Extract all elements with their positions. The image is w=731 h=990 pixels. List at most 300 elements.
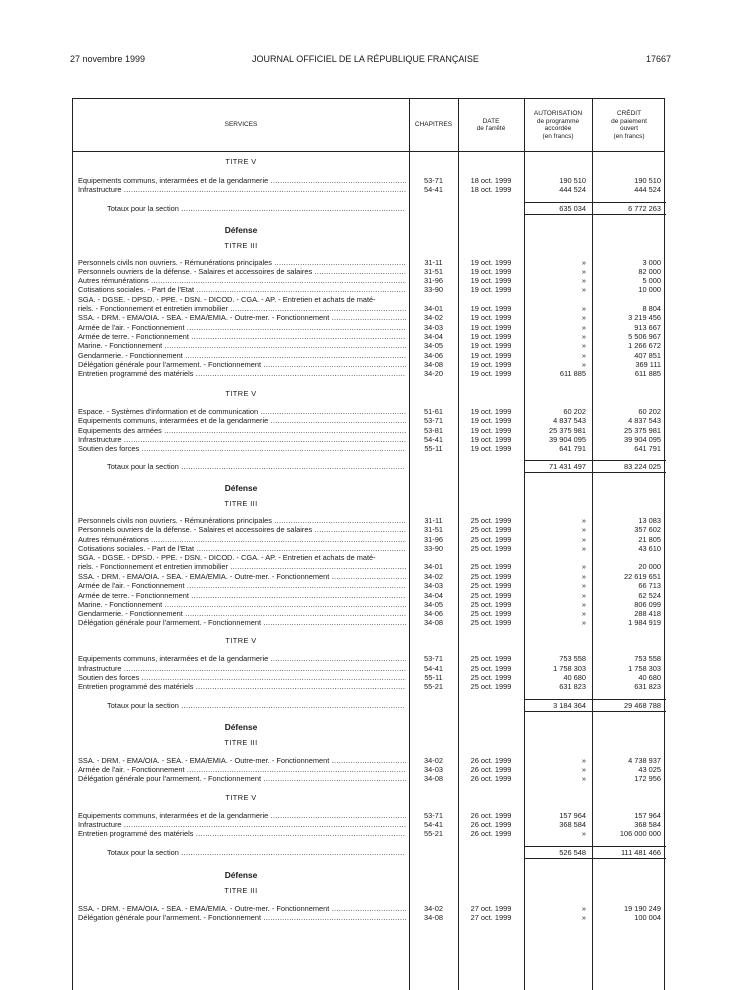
titre-label: TITRE V	[225, 793, 257, 802]
chapitre-cell: 34-06	[424, 351, 443, 360]
table-row	[73, 351, 666, 360]
autorisation-cell: »	[581, 913, 586, 922]
table-row	[73, 829, 666, 838]
table-row	[73, 609, 666, 618]
credit-cell: 19 190 249	[624, 904, 661, 913]
table-row	[73, 416, 666, 425]
table-row	[73, 313, 666, 322]
date-cell: 25 oct. 1999	[470, 562, 512, 571]
autorisation-cell: 1 758 303	[553, 664, 586, 673]
totals-label: Totaux pour la section .....	[107, 848, 405, 857]
col-header-services: SERVICES	[224, 121, 258, 129]
service-label: Personnels civils non ouvriers. - Rémunérations principales .....	[78, 516, 406, 525]
date-cell: 25 oct. 1999	[470, 654, 512, 663]
totals-label: Totaux pour la section .....	[107, 462, 405, 471]
autorisation-cell: »	[581, 562, 586, 571]
date-cell: 25 oct. 1999	[470, 572, 512, 581]
date-cell: 19 oct. 1999	[470, 426, 512, 435]
autorisation-cell: »	[581, 267, 586, 276]
autorisation-cell: »	[581, 351, 586, 360]
table-row	[73, 535, 666, 544]
journal-title: JOURNAL OFFICIEL DE LA RÉPUBLIQUE FRANÇAISE	[252, 54, 479, 64]
chapitre-cell: 34-02	[424, 572, 443, 581]
table-row	[73, 664, 666, 673]
credit-cell: 106 000 000	[619, 829, 661, 838]
credit-cell: 1 984 919	[628, 618, 661, 627]
chapitre-cell: 34-01	[424, 562, 443, 571]
credit-cell: 631 823	[634, 682, 661, 691]
service-label: Infrastructure .....	[78, 435, 406, 444]
service-label: Délégation générale pour l'armement. - Fonctionnement .....	[78, 774, 406, 783]
credit-cell: 39 904 095	[624, 435, 661, 444]
titre-heading	[73, 389, 666, 398]
total-credit-cell: 6 772 263	[628, 204, 661, 213]
credit-cell: 4 738 937	[628, 756, 661, 765]
autorisation-cell: »	[581, 600, 586, 609]
service-label: Equipements communs, interarmées et de la gendarmerie .....	[78, 416, 406, 425]
chapitre-cell: 34-04	[424, 591, 443, 600]
table-row	[73, 267, 666, 276]
col-header-credit: CRÉDIT de paiement ouvert (en francs)	[611, 110, 647, 140]
autorisation-cell: 39 904 095	[549, 435, 586, 444]
service-label: Entretien programmé des matériels .....	[78, 682, 406, 691]
credit-cell: 641 791	[634, 444, 661, 453]
table-row	[73, 176, 666, 185]
table-row	[73, 581, 666, 590]
date-cell: 19 oct. 1999	[470, 276, 512, 285]
date-cell: 19 oct. 1999	[470, 360, 512, 369]
autorisation-cell: 444 524	[559, 185, 586, 194]
service-label: Autres rémunérations .....	[78, 535, 406, 544]
totals-label: Totaux pour la section .....	[107, 204, 405, 213]
date-cell: 18 oct. 1999	[470, 185, 512, 194]
date-cell: 26 oct. 1999	[470, 820, 512, 829]
service-label: SSA. - DRM. - EMA/OIA. - SEA. - EMA/EMIA. - Outre-mer. - Fonctionnement .....	[78, 904, 406, 913]
table-row	[73, 618, 666, 627]
service-label: Entretien programmé des matériels .....	[78, 369, 406, 378]
section-heading	[73, 484, 666, 493]
service-label: Infrastructure .....	[78, 664, 406, 673]
table-row	[73, 820, 666, 829]
credit-cell: 157 964	[634, 811, 661, 820]
table-row	[73, 544, 666, 553]
chapitre-cell: 55-21	[424, 682, 443, 691]
ministry-name: Défense	[224, 225, 258, 235]
autorisation-cell: »	[581, 285, 586, 294]
date-cell: 25 oct. 1999	[470, 544, 512, 553]
ministry-name: Défense	[224, 483, 258, 493]
ministry-name: Défense	[224, 722, 258, 732]
service-label: Armée de l'air. - Fonctionnement .....	[78, 323, 406, 332]
totals-row	[73, 701, 666, 710]
table-row	[73, 285, 666, 294]
autorisation-cell: 368 584	[559, 820, 586, 829]
credit-cell: 13 083	[638, 516, 661, 525]
credit-cell: 3 000	[642, 258, 661, 267]
service-label: Armée de terre. - Fonctionnement .....	[78, 332, 406, 341]
table-row	[73, 572, 666, 581]
titre-heading	[73, 241, 666, 250]
page-number: 17667	[645, 54, 671, 64]
col-header-date: DATE de l'arrêté	[476, 117, 506, 132]
chapitre-cell: 31-51	[424, 525, 443, 534]
date-cell: 18 oct. 1999	[470, 176, 512, 185]
table-row	[73, 591, 666, 600]
service-label: SGA. - DGSE. - DPSD. - PPE. - DSN. - DICOD. - CGA. - AP. - Entretien et achats de maté-	[78, 553, 376, 562]
chapitre-cell: 55-21	[424, 829, 443, 838]
date-cell: 27 oct. 1999	[470, 904, 512, 913]
table-row	[73, 811, 666, 820]
table-row	[73, 913, 666, 922]
credit-cell: 8 804	[642, 304, 661, 313]
credit-cell: 172 956	[634, 774, 661, 783]
table-row	[73, 756, 666, 765]
autorisation-cell: »	[581, 525, 586, 534]
credit-cell: 288 418	[634, 609, 661, 618]
autorisation-cell: 641 791	[559, 444, 586, 453]
chapitre-cell: 34-08	[424, 618, 443, 627]
autorisation-cell: »	[581, 258, 586, 267]
autorisation-cell: »	[581, 609, 586, 618]
service-label: Infrastructure .....	[78, 820, 406, 829]
table-row	[73, 360, 666, 369]
autorisation-cell: »	[581, 360, 586, 369]
credit-cell: 5 506 967	[628, 332, 661, 341]
table-row	[73, 444, 666, 453]
date-cell: 25 oct. 1999	[470, 516, 512, 525]
autorisation-cell: »	[581, 774, 586, 783]
date-cell: 26 oct. 1999	[470, 829, 512, 838]
table-row	[73, 276, 666, 285]
chapitre-cell: 53-71	[424, 811, 443, 820]
chapitre-cell: 34-02	[424, 904, 443, 913]
date-cell: 25 oct. 1999	[470, 591, 512, 600]
titre-heading	[73, 793, 666, 802]
credit-cell: 21 805	[638, 535, 661, 544]
date-cell: 19 oct. 1999	[470, 304, 512, 313]
autorisation-cell: »	[581, 618, 586, 627]
chapitre-cell: 54-41	[424, 185, 443, 194]
table-row	[73, 407, 666, 416]
titre-label: TITRE V	[225, 157, 257, 166]
autorisation-cell: »	[581, 544, 586, 553]
autorisation-cell: »	[581, 591, 586, 600]
table-row	[73, 295, 666, 304]
credit-cell: 100 004	[634, 913, 661, 922]
autorisation-cell: »	[581, 572, 586, 581]
titre-heading	[73, 157, 666, 166]
table-row	[73, 904, 666, 913]
service-label: Equipements communs, interarmées et de la gendarmerie .....	[78, 176, 406, 185]
chapitre-cell: 31-11	[424, 516, 443, 525]
autorisation-cell: »	[581, 276, 586, 285]
total-credit-cell: 111 481 466	[620, 848, 661, 857]
autorisation-cell: »	[581, 756, 586, 765]
chapitre-cell: 31-11	[424, 258, 443, 267]
service-label: Marine. - Fonctionnement .....	[78, 600, 406, 609]
chapitre-cell: 53-71	[424, 176, 443, 185]
date-cell: 19 oct. 1999	[470, 285, 512, 294]
service-label: SSA. - DRM. - EMA/OIA. - SEA. - EMA/EMIA. - Outre-mer. - Fonctionnement .....	[78, 313, 406, 322]
titre-label: TITRE III	[224, 738, 258, 747]
service-label: Armée de l'air. - Fonctionnement .....	[78, 765, 406, 774]
table-row	[73, 673, 666, 682]
chapitre-cell: 34-08	[424, 774, 443, 783]
credit-cell: 190 510	[634, 176, 661, 185]
service-label: Armée de l'air. - Fonctionnement .....	[78, 581, 406, 590]
autorisation-cell: 60 202	[563, 407, 586, 416]
service-label: Marine. - Fonctionnement .....	[78, 341, 406, 350]
date-cell: 26 oct. 1999	[470, 765, 512, 774]
service-label: Délégation générale pour l'armement. - Fonctionnement .....	[78, 360, 406, 369]
chapitre-cell: 34-02	[424, 313, 443, 322]
service-label: Gendarmerie. - Fonctionnement .....	[78, 609, 406, 618]
service-label: Délégation générale pour l'armement. - Fonctionnement .....	[78, 618, 406, 627]
autorisation-cell: »	[581, 904, 586, 913]
ministry-name: Défense	[224, 870, 258, 880]
credit-cell: 806 099	[634, 600, 661, 609]
service-label: Personnels ouvriers de la défense. - Salaires et accessoires de salaires .....	[78, 267, 406, 276]
service-label: Soutien des forces .....	[78, 444, 406, 453]
total-autorisation-cell: 3 184 364	[553, 701, 586, 710]
chapitre-cell: 34-03	[424, 765, 443, 774]
credit-cell: 40 680	[638, 673, 661, 682]
titre-label: TITRE V	[225, 636, 257, 645]
credit-cell: 611 885	[634, 369, 661, 378]
titre-label: TITRE III	[224, 241, 258, 250]
chapitre-cell: 31-51	[424, 267, 443, 276]
credit-cell: 369 111	[635, 360, 661, 369]
autorisation-cell: »	[581, 516, 586, 525]
total-credit-cell: 83 224 025	[624, 462, 661, 471]
chapitre-cell: 34-01	[424, 304, 443, 313]
date-cell: 19 oct. 1999	[470, 332, 512, 341]
service-label: SSA. - DRM. - EMA/OIA. - SEA. - EMA/EMIA. - Outre-mer. - Fonctionnement .....	[78, 756, 406, 765]
service-label: Délégation générale pour l'armement. - Fonctionnement .....	[78, 913, 406, 922]
chapitre-cell: 54-41	[424, 664, 443, 673]
table-row	[73, 323, 666, 332]
autorisation-cell: 631 823	[559, 682, 586, 691]
service-label: Equipements communs, interarmées et de la gendarmerie .....	[78, 811, 406, 820]
service-label: Cotisations sociales. - Part de l'Etat .....	[78, 544, 406, 553]
date-cell: 19 oct. 1999	[470, 258, 512, 267]
credit-cell: 25 375 981	[624, 426, 661, 435]
section-heading	[73, 871, 666, 880]
date-cell: 19 oct. 1999	[470, 407, 512, 416]
date-cell: 25 oct. 1999	[470, 600, 512, 609]
header-rule	[73, 151, 664, 152]
date-cell: 25 oct. 1999	[470, 664, 512, 673]
chapitre-cell: 34-02	[424, 756, 443, 765]
date-cell: 19 oct. 1999	[470, 435, 512, 444]
date-cell: 19 oct. 1999	[470, 267, 512, 276]
date-cell: 26 oct. 1999	[470, 774, 512, 783]
table-row	[73, 525, 666, 534]
chapitre-cell: 34-20	[424, 369, 443, 378]
table-row	[73, 553, 666, 562]
table-row	[73, 304, 666, 313]
total-autorisation-cell: 526 548	[559, 848, 586, 857]
autorisation-cell: 611 885	[559, 369, 586, 378]
date-cell: 25 oct. 1999	[470, 581, 512, 590]
date-cell: 26 oct. 1999	[470, 756, 512, 765]
autorisation-cell: 25 375 981	[549, 426, 586, 435]
service-label: Gendarmerie. - Fonctionnement .....	[78, 351, 406, 360]
chapitre-cell: 51-61	[424, 407, 443, 416]
chapitre-cell: 34-08	[424, 913, 443, 922]
credit-cell: 3 219 456	[628, 313, 661, 322]
chapitre-cell: 34-03	[424, 581, 443, 590]
totals-row	[73, 204, 666, 213]
service-label: SGA. - DGSE. - DPSD. - PPE. - DSN. - DICOD. - CGA. - AP. - Entretien et achats de maté-	[78, 295, 376, 304]
chapitre-cell: 33-90	[424, 285, 443, 294]
autorisation-cell: »	[581, 765, 586, 774]
service-label: Personnels civils non ouvriers. - Rémunérations principales .....	[78, 258, 406, 267]
autorisation-cell: 190 510	[559, 176, 586, 185]
credit-cell: 1 758 303	[628, 664, 661, 673]
date-cell: 25 oct. 1999	[470, 525, 512, 534]
autorisation-cell: »	[581, 323, 586, 332]
chapitre-cell: 34-04	[424, 332, 443, 341]
credit-cell: 444 524	[634, 185, 661, 194]
col-header-autorisation: AUTORISATION de programme accordée (en francs)	[533, 110, 583, 140]
date-cell: 19 oct. 1999	[470, 341, 512, 350]
chapitre-cell: 34-03	[424, 323, 443, 332]
service-label: Soutien des forces .....	[78, 673, 406, 682]
table-row	[73, 341, 666, 350]
titre-label: TITRE V	[225, 389, 257, 398]
date-cell: 25 oct. 1999	[470, 682, 512, 691]
date-cell: 19 oct. 1999	[470, 444, 512, 453]
date-cell: 19 oct. 1999	[470, 313, 512, 322]
table-row	[73, 332, 666, 341]
service-label: Infrastructure .....	[78, 185, 406, 194]
date-cell: 19 oct. 1999	[470, 351, 512, 360]
credit-cell: 43 025	[638, 765, 661, 774]
credit-cell: 913 667	[634, 323, 661, 332]
service-label: Equipements des armées .....	[78, 426, 406, 435]
credit-cell: 368 584	[634, 820, 661, 829]
autorisation-cell: »	[581, 313, 586, 322]
chapitre-cell: 55-11	[424, 673, 443, 682]
date-cell: 19 oct. 1999	[470, 323, 512, 332]
autorisation-cell: »	[581, 332, 586, 341]
titre-label: TITRE III	[224, 499, 258, 508]
totals-row	[73, 462, 666, 471]
table-row	[73, 765, 666, 774]
date-cell: 19 oct. 1999	[470, 416, 512, 425]
credit-cell: 66 713	[638, 581, 661, 590]
credit-cell: 60 202	[638, 407, 661, 416]
autorisation-cell: 753 558	[559, 654, 586, 663]
titre-heading	[73, 886, 666, 895]
titre-heading	[73, 738, 666, 747]
credit-cell: 753 558	[634, 654, 661, 663]
autorisation-cell: »	[581, 829, 586, 838]
autorisation-cell: »	[581, 581, 586, 590]
service-label: Armée de terre. - Fonctionnement .....	[78, 591, 406, 600]
chapitre-cell: 34-08	[424, 360, 443, 369]
table-row	[73, 426, 666, 435]
table-row	[73, 600, 666, 609]
date-cell: 25 oct. 1999	[470, 535, 512, 544]
date-cell: 26 oct. 1999	[470, 811, 512, 820]
credit-cell: 43 610	[638, 544, 661, 553]
chapitre-cell: 34-05	[424, 341, 443, 350]
table-row	[73, 258, 666, 267]
col-header-chapitres: CHAPITRES	[414, 121, 453, 129]
credit-cell: 10 000	[638, 285, 661, 294]
table-row	[73, 774, 666, 783]
totals-row	[73, 848, 666, 857]
date-cell: 27 oct. 1999	[470, 913, 512, 922]
autorisation-cell: »	[581, 304, 586, 313]
titre-heading	[73, 499, 666, 508]
chapitre-cell: 55-11	[424, 444, 443, 453]
autorisation-cell: »	[581, 341, 586, 350]
table-row	[73, 654, 666, 663]
section-heading	[73, 226, 666, 235]
service-label: Personnels ouvriers de la défense. - Salaires et accessoires de salaires .....	[78, 525, 406, 534]
chapitre-cell: 53-71	[424, 654, 443, 663]
credit-cell: 5 000	[642, 276, 661, 285]
service-label: riels. - Fonctionnement et entretien immobilier .....	[78, 304, 406, 313]
chapitre-cell: 53-71	[424, 416, 443, 425]
service-label: Espace. - Systèmes d'information et de communication .....	[78, 407, 406, 416]
chapitre-cell: 54-41	[424, 820, 443, 829]
credit-cell: 82 000	[638, 267, 661, 276]
total-autorisation-cell: 71 431 497	[549, 462, 586, 471]
credit-cell: 1 266 672	[628, 341, 661, 350]
service-label: riels. - Fonctionnement et entretien immobilier .....	[78, 562, 406, 571]
chapitre-cell: 33-90	[424, 544, 443, 553]
credit-cell: 20 000	[638, 562, 661, 571]
date-cell: 25 oct. 1999	[470, 609, 512, 618]
totals-label: Totaux pour la section .....	[107, 701, 405, 710]
titre-label: TITRE III	[224, 886, 258, 895]
total-credit-cell: 29 468 788	[624, 701, 661, 710]
total-autorisation-cell: 635 034	[559, 204, 586, 213]
credit-cell: 62 524	[638, 591, 661, 600]
credit-cell: 22 619 651	[624, 572, 661, 581]
autorisation-cell: 40 680	[563, 673, 586, 682]
table-row	[73, 369, 666, 378]
chapitre-cell: 31-96	[424, 276, 443, 285]
service-label: Cotisations sociales. - Part de l'Etat .....	[78, 285, 406, 294]
table-row	[73, 185, 666, 194]
service-label: Autres rémunérations .....	[78, 276, 406, 285]
service-label: Equipements communs, interarmées et de la gendarmerie .....	[78, 654, 406, 663]
titre-heading	[73, 636, 666, 645]
chapitre-cell: 34-05	[424, 600, 443, 609]
autorisation-cell: »	[581, 535, 586, 544]
credit-cell: 4 837 543	[628, 416, 661, 425]
chapitre-cell: 31-96	[424, 535, 443, 544]
table-row	[73, 516, 666, 525]
table-row	[73, 435, 666, 444]
chapitre-cell: 53-81	[424, 426, 443, 435]
date-cell: 25 oct. 1999	[470, 673, 512, 682]
credit-cell: 407 851	[634, 351, 661, 360]
page-date: 27 novembre 1999	[70, 54, 146, 64]
appropriations-table	[72, 98, 665, 990]
date-cell: 19 oct. 1999	[470, 369, 512, 378]
credit-cell: 357 602	[634, 525, 661, 534]
autorisation-cell: 157 964	[559, 811, 586, 820]
table-row	[73, 682, 666, 691]
table-row	[73, 562, 666, 571]
service-label: Entretien programmé des matériels .....	[78, 829, 406, 838]
